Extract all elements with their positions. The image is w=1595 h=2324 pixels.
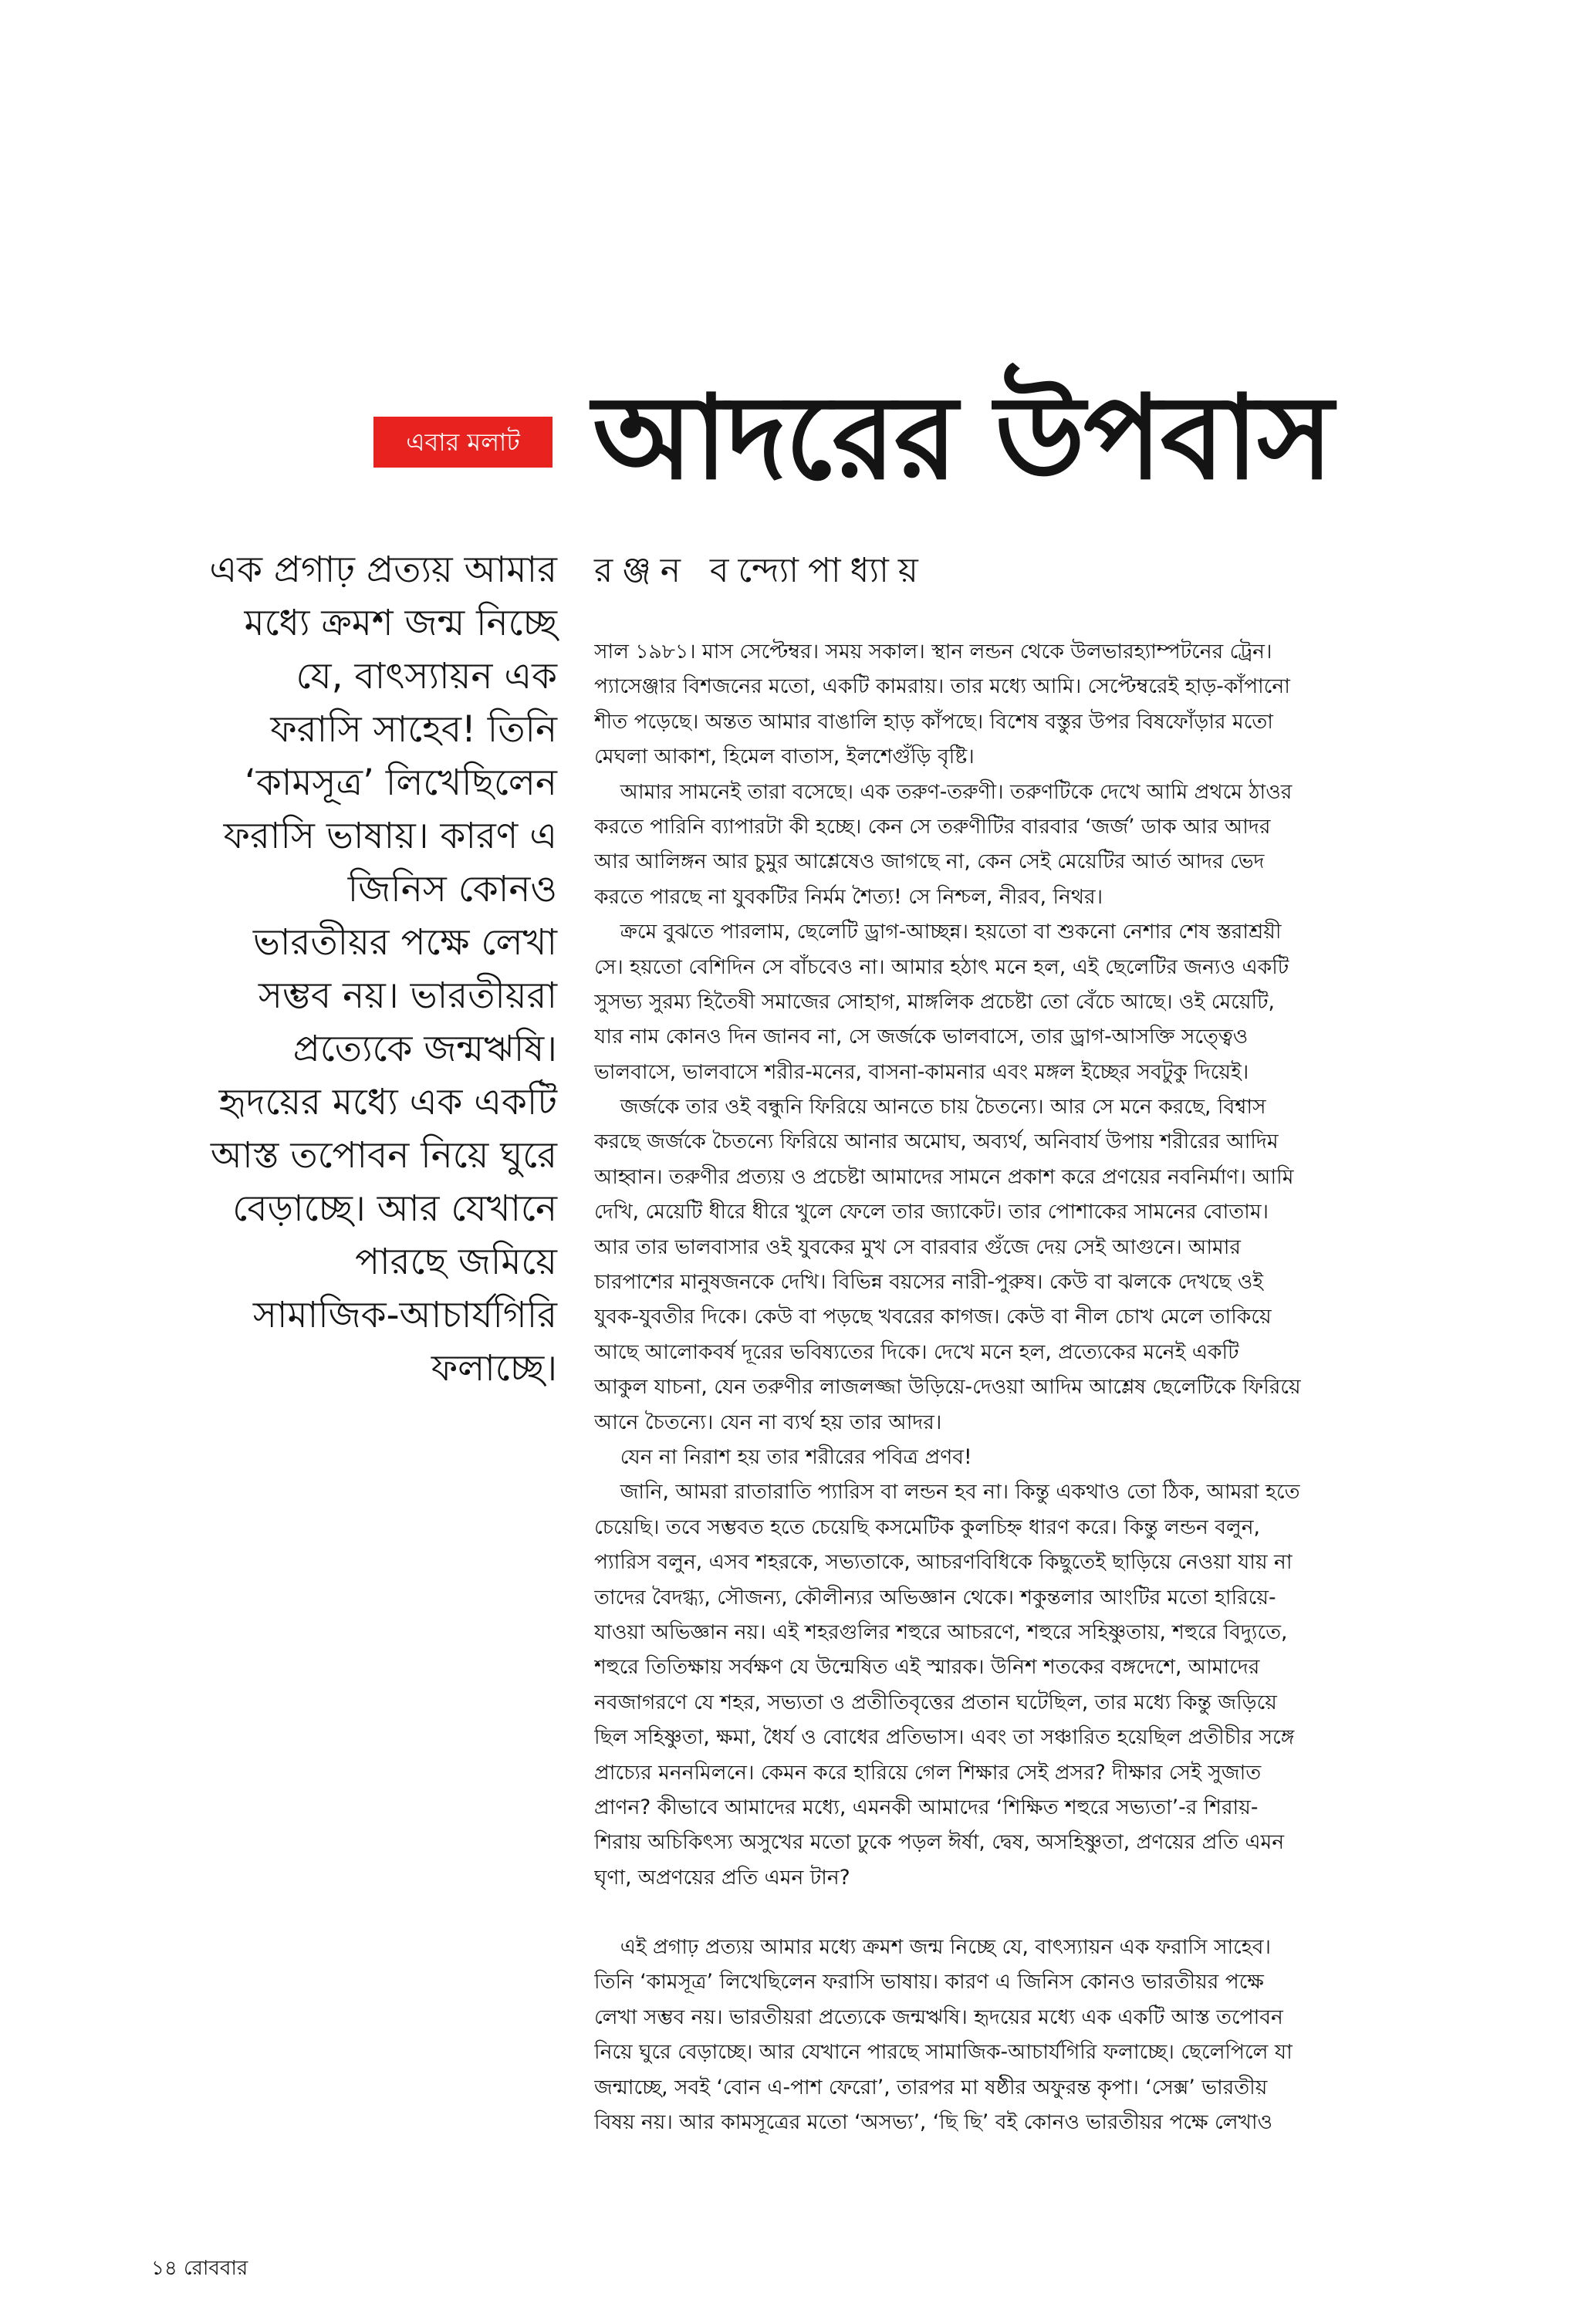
page-number: ১৪ (151, 2257, 177, 2280)
body-line: সে। হয়তো বেশিদিন সে বাঁচবেও না। আমার হঠাৎ মনে হল, এই ছেলেটির জন্যও একটি (594, 954, 1289, 979)
pull-quote-line: প্রত্যেকে জন্মঋষি। (292, 1028, 557, 1070)
body-line: বিষয় নয়। আর কামসূত্রের মতো ‘অসভ্য’, ‘ছি ছি’ বই কোনও ভারতীয়র পক্ষে লেখাও (594, 2110, 1273, 2135)
pull-quote (151, 543, 557, 1508)
body-line: যাওয়া অভিজ্ঞান নয়। এই শহরগুলির শহুরে আচরণে, শহুরে সহিষ্ণুতায়, শহুরে বিদ্যুতে, (594, 1620, 1288, 1644)
body-line: ক্রমে বুঝতে পারলাম, ছেলেটি ড্রাগ-আচ্ছন্ন। হয়তো বা শুকনো নেশার শেষ স্তরাশ্রয়ী (594, 920, 1282, 944)
body-line: ঘৃণা, অপ্রণয়ের প্রতি এমন টান? (594, 1865, 850, 1890)
page-folio (151, 2253, 248, 2284)
body-line: দেখি, মেয়েটি ধীরে ধীরে খুলে ফেলে তার জ্যাকেট। তার পোশাকের সামনের বোতাম। (594, 1200, 1269, 1224)
body-line: শিরায় অচিকিৎস্য অসুখের মতো ঢুকে পড়ল ঈর্ষা, দ্বেষ, অসহিষ্ণুতা, প্রণয়ের প্রতি এমন (594, 1830, 1285, 1855)
pull-quote-line: মধ্যে ক্রমশ জন্ম নিচ্ছে (244, 602, 557, 644)
magazine-name: রোববার (184, 2257, 248, 2280)
section-badge: এবার মলাট (373, 417, 553, 468)
body-line: সুসভ্য সুরম্য হিতৈষী সমাজের সোহাগ, মাঙ্গলিক প্রচেষ্টা তো বেঁচে আছে। ওই মেয়েটি, (594, 989, 1275, 1014)
body-line: যার নাম কোনও দিন জানব না, সে জর্জকে ভালবাসে, তার ড্রাগ-আসক্তি সত্ত্বেও (594, 1025, 1249, 1049)
body-line: আছে আলোকবর্ষ দূরের ভবিষ্যতের দিকে। দেখে মনে হল, প্রত্যেকের মনেই একটি (594, 1339, 1239, 1364)
body-line: করতে পারছে না যুবকটির নির্মম শৈত্য! সে নিশ্চল, নীরব, নিথর। (594, 884, 1103, 909)
pull-quote-line: পারছে জমিয়ে (355, 1241, 557, 1283)
body-line: শহুরে তিতিক্ষায় সর্বক্ষণ যে উন্মেষিত এই স্মারক। উনিশ শতকের বঙ্গদেশে, আমাদের (594, 1655, 1260, 1680)
body-line: করছে জর্জকে চৈতন্যে ফিরিয়ে আনার অমোঘ, অব্যর্থ, অনিবার্য উপায় শরীরের আদিম (594, 1130, 1279, 1154)
article-body-part-2 (594, 1930, 1466, 2140)
body-line: সাল ১৯৮১। মাস সেপ্টেম্বর। সময় সকাল। স্থান লন্ডন থেকে উলভারহ্যাম্পটনের ট্রেন। (594, 640, 1272, 664)
body-line: যুবক-যুবতীর দিকে। কেউ বা পড়ছে খবরের কাগজ। কেউ বা নীল চোখ মেলে তাকিয়ে (594, 1305, 1272, 1329)
body-line: তিনি ‘কামসূত্র’ লিখেছিলেন ফরাসি ভাষায়। কারণ এ জিনিস কোনও ভারতীয়র পক্ষে (594, 1970, 1264, 1995)
body-line: ভালবাসে, ভালবাসে শরীর-মনের, বাসনা-কামনার এবং মঙ্গল ইচ্ছের সবটুকু দিয়েই। (594, 1059, 1249, 1084)
body-line: মেঘলা আকাশ, হিমেল বাতাস, ইলশেগুঁড়ি বৃষ্টি। (594, 745, 975, 769)
pull-quote-line: হৃদয়ের মধ্যে এক একটি (218, 1081, 557, 1123)
article-body-part-1 (594, 634, 1466, 1895)
body-line: নবজাগরণে যে শহর, সভ্যতা ও প্রতীতিবৃত্তের প্রতান ঘটেছিল, তার মধ্যে কিন্তু জড়িয়ে (594, 1690, 1277, 1714)
body-line: নিয়ে ঘুরে বেড়াচ্ছে। আর যেখানে পারছে সামাজিক-আচার্যগিরি ফলাচ্ছে। ছেলেপিলে যা (594, 2040, 1293, 2065)
body-line: চেয়েছি। তবে সম্ভবত হতে চেয়েছি কসমেটিক কুলচিহ্ন ধারণ করে। কিন্তু লন্ডন বলুন, (594, 1515, 1260, 1539)
body-line: এই প্রগাঢ় প্রত্যয় আমার মধ্যে ক্রমশ জন্ম নিচ্ছে যে, বাৎস্যায়ন এক ফরাসি সাহেব। (594, 1935, 1271, 1960)
body-line: জন্মাচ্ছে, সবই ‘বোন এ-পাশ ফেরো’, তারপর মা ষষ্ঠীর অফুরন্ত কৃপা। ‘সেক্স’ ভারতীয় (594, 2075, 1268, 2099)
author-byline: রঞ্জন বন্দ্যোপাধ্যায় (594, 551, 928, 590)
pull-quote-line: সামাজিক-আচার্যগিরি (252, 1294, 557, 1336)
body-line: আকুল যাচনা, যেন তরুণীর লাজলজ্জা উড়িয়ে-দেওয়া আদিম আশ্লেষ ছেলেটিকে ফিরিয়ে (594, 1375, 1301, 1400)
pull-quote-line: জিনিস কোনও (347, 868, 557, 910)
body-line: জর্জকে তার ওই বন্ধুনি ফিরিয়ে আনতে চায় চৈতন্যে। আর সে মনে করছে, বিশ্বাস (594, 1095, 1266, 1120)
body-line: প্রাণন? কীভাবে আমাদের মধ্যে, এমনকী আমাদের ‘শিক্ষিত শহুরে সভ্যতা’-র শিরায়- (594, 1795, 1259, 1819)
body-line: আমার সামনেই তারা বসেছে। এক তরুণ-তরুণী। তরুণটিকে দেখে আমি প্রথমে ঠাওর (594, 779, 1293, 804)
pull-quote-line: এক প্রগাঢ় প্রত্যয় আমার (209, 549, 557, 591)
pull-quote-line: আস্ত তপোবন নিয়ে ঘুরে (210, 1134, 557, 1177)
paragraph-gap (594, 1895, 1466, 1930)
body-line: যেন না নিরাশ হয় তার শরীরের পবিত্র প্রণব! (594, 1444, 972, 1469)
body-line: শীত পড়েছে। অন্তত আমার বাঙালি হাড় কাঁপছে। বিশেষ বস্তুর উপর বিষফোঁড়ার মতো (594, 709, 1273, 734)
pull-quote-line: ‘কামসূত্র’ লিখেছিলেন (244, 762, 557, 804)
body-line: জানি, আমরা রাতারাতি প্যারিস বা লন্ডন হব না। কিন্তু একথাও তো ঠিক, আমরা হতে (594, 1480, 1300, 1505)
pull-quote-line: ফরাসি সাহেব! তিনি (270, 708, 557, 751)
pull-quote-line: সম্ভব নয়। ভারতীয়রা (258, 975, 557, 1017)
article-title: আদরের উপবাস (593, 371, 1333, 505)
body-line: চারপাশের মানুষজনকে দেখি। বিভিন্ন বয়সের নারী-পুরুষ। কেউ বা ঝলকে দেখছে ওই (594, 1270, 1263, 1295)
body-line: করতে পারিনি ব্যাপারটা কী হচ্ছে। কেন সে তরুণীটির বারবার ‘জর্জ’ ডাক আর আদর (594, 814, 1271, 839)
body-line: আর তার ভালবাসার ওই যুবকের মুখ সে বারবার গুঁজে দেয় সেই আগুনে। আমার (594, 1235, 1241, 1259)
body-line: তাদের বৈদগ্ধ্য, সৌজন্য, কৌলীন্যর অভিজ্ঞান থেকে। শকুন্তলার আংটির মতো হারিয়ে- (594, 1585, 1276, 1610)
body-line: আহ্বান। তরুণীর প্রত্যয় ও প্রচেষ্টা আমাদের সামনে প্রকাশ করে প্রণয়ের নবনির্মাণ। আমি (594, 1164, 1294, 1189)
pull-quote-line: ফরাসি ভাষায়। কারণ এ (223, 815, 557, 857)
body-line: প্যারিস বলুন, এসব শহরকে, সভ্যতাকে, আচরণবিধিকে কিছুতেই ছাড়িয়ে নেওয়া যায় না (594, 1550, 1293, 1575)
body-line: আর আলিঙ্গন আর চুমুর আশ্লেষেও জাগছে না, কেন সেই মেয়েটির আর্ত আদর ভেদ (594, 850, 1265, 874)
body-line: প্রাচ্যের মননমিলনে। কেমন করে হারিয়ে গেল শিক্ষার সেই প্রসর? দীক্ষার সেই সুজাত (594, 1760, 1262, 1785)
body-line: লেখা সম্ভব নয়। ভারতীয়রা প্রত্যেকে জন্মঋষি। হৃদয়ের মধ্যে এক একটি আস্ত তপোবন (594, 2005, 1283, 2029)
pull-quote-line: ভারতীয়র পক্ষে লেখা (252, 921, 557, 964)
body-line: আনে চৈতন্যে। যেন না ব্যর্থ হয় তার আদর। (594, 1410, 942, 1434)
pull-quote-line: বেড়াচ্ছে। আর যেখানে (232, 1187, 557, 1230)
body-line: প্যাসেঞ্জার বিশজনের মতো, একটি কামরায়। তার মধ্যে আমি। সেপ্টেম্বরেই হাড়-কাঁপানো (594, 674, 1290, 699)
pull-quote-line: যে, বাৎস্যায়ন এক (296, 655, 557, 698)
article-body (594, 634, 1466, 2216)
pull-quote-line: ফলাচ্ছে। (431, 1347, 557, 1390)
body-line: ছিল সহিষ্ণুতা, ক্ষমা, ধৈর্য ও বোধের প্রতিভাস। এবং তা সঞ্চারিত হয়েছিল প্রতীচীর সঙ্গে (594, 1725, 1295, 1750)
